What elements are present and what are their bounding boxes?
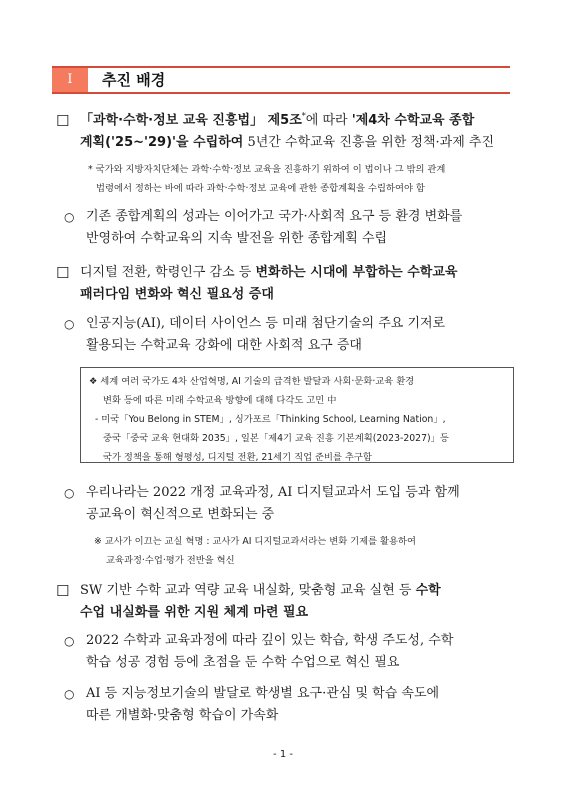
text-line: 2022 수학과 교육과정에 따라 깊이 있는 학습, 학생 주도성, 수학 <box>86 633 454 648</box>
paragraph-3a <box>86 630 453 674</box>
emphasis-text: 변화하는 시대에 부합하는 수학교육 <box>255 265 458 280</box>
text-line: 따른 개별화·맞춤형 학습이 가속화 <box>86 708 279 723</box>
reference-note <box>94 532 416 570</box>
section-number-badge: Ⅰ <box>52 68 88 92</box>
box-line: ❖ 세계 여러 국가도 4차 산업혁명, AI 기술의 급격한 발달과 사회·문화·교육 환경 <box>89 376 415 387</box>
text-line: 공교육이 혁신적으로 변화되는 중 <box>86 507 275 522</box>
text-line: 학습 성공 경험 등에 초점을 둔 수학 수업으로 혁신 필요 <box>86 655 400 670</box>
box-line: 변화 등에 따른 미래 수학교육 방향에 대해 다각도 고민 中 <box>103 395 337 406</box>
circle-bullet-icon: ○ <box>64 317 75 331</box>
circle-bullet-icon: ○ <box>64 210 75 224</box>
plan-title: '제4차 수학교육 종합 <box>351 113 475 128</box>
box-line: 국가 정책을 통해 형평성, 디지털 전환, 21세기 직업 준비를 추구함 <box>103 452 372 463</box>
text-line: 우리나라는 2022 개정 교육과정, AI 디지털교과서 도입 등과 함께 <box>86 485 460 500</box>
note-line: ※ 교사가 이끄는 교실 혁명 : 교사가 AI 디지털교과서라는 변화 기제를 활용하여 <box>94 536 416 547</box>
text-line: 기존 종합계획의 성과는 이어가고 국가·사회적 요구 등 환경 변화를 <box>86 209 463 224</box>
text-span: 디지털 전환, 학령인구 감소 등 <box>80 265 256 280</box>
checkbox-bullet-icon: ☐ <box>56 112 70 130</box>
paragraph-3b <box>86 683 439 727</box>
note-line: 교육과정·수업·평가 전반을 혁신 <box>106 555 235 566</box>
paragraph-2 <box>80 262 457 306</box>
footnote-1 <box>88 160 445 198</box>
section-title: 추진 배경 <box>102 71 166 89</box>
footnote-line: 법령에서 정하는 바에 따라 과학·수학·정보 교육에 관한 종합계획을 수립하여야 함 <box>96 183 425 194</box>
box-line: - 미국「You Belong in STEM」, 싱가포르「Thinking School, Learning Nation」, <box>95 414 446 425</box>
plan-title-cont: 계획('25~'29)'을 수립하여 <box>80 135 244 150</box>
paragraph-1a <box>86 206 462 250</box>
box-content <box>89 372 449 467</box>
emphasis-text: 패러다임 변화와 혁신 필요성 증대 <box>80 287 274 302</box>
text-line: AI 등 지능정보기술의 발달로 학생별 요구·관심 및 학습 속도에 <box>86 686 440 701</box>
text-line: 활용되는 수학교육 강화에 대한 사회적 요구 증대 <box>86 338 362 353</box>
text-span: 5년간 수학교육 진흥을 위한 정책·과제 추진 <box>243 135 495 150</box>
emphasis-text: 수업 내실화를 위한 지원 체계 마련 필요 <box>80 605 309 620</box>
text-span: 에 따라 <box>305 113 352 128</box>
paragraph-3 <box>80 580 441 624</box>
header-rule-bottom <box>52 92 510 94</box>
paragraph-2b <box>86 482 460 526</box>
emphasis-text: 수학 <box>415 583 441 598</box>
section-header <box>52 66 510 94</box>
paragraph-1 <box>80 110 520 154</box>
footnote-line: * 국가와 지방자치단체는 과학·수학·정보 교육을 진흥하기 위하여 이 법이나 그 밖의 관계 <box>88 164 446 175</box>
box-line: 중국「중국 교육 현대화 2035」, 일본「제4기 교육 진흥 기본계획(2023-2027)」등 <box>103 433 449 444</box>
checkbox-bullet-icon: ☐ <box>56 582 70 600</box>
paragraph-2a <box>86 313 445 357</box>
law-reference: 「과학·수학·정보 교육 진흥법」 제5조 <box>80 113 302 128</box>
footnote-marker: * <box>301 111 306 121</box>
circle-bullet-icon: ○ <box>64 687 75 701</box>
text-line: 인공지능(AI), 데이터 사이언스 등 미래 첨단기술의 주요 기저로 <box>86 316 446 331</box>
text-line: 반영하여 수학교육의 지속 발전을 위한 종합계획 수립 <box>86 231 388 246</box>
page-number: - 1 - <box>273 749 293 760</box>
checkbox-bullet-icon: ☐ <box>56 264 70 282</box>
circle-bullet-icon: ○ <box>64 486 75 500</box>
international-cases-box <box>80 367 514 463</box>
circle-bullet-icon: ○ <box>64 634 75 648</box>
text-span: SW 기반 수학 교과 역량 교육 내실화, 맞춤형 교육 실현 등 <box>80 583 416 598</box>
